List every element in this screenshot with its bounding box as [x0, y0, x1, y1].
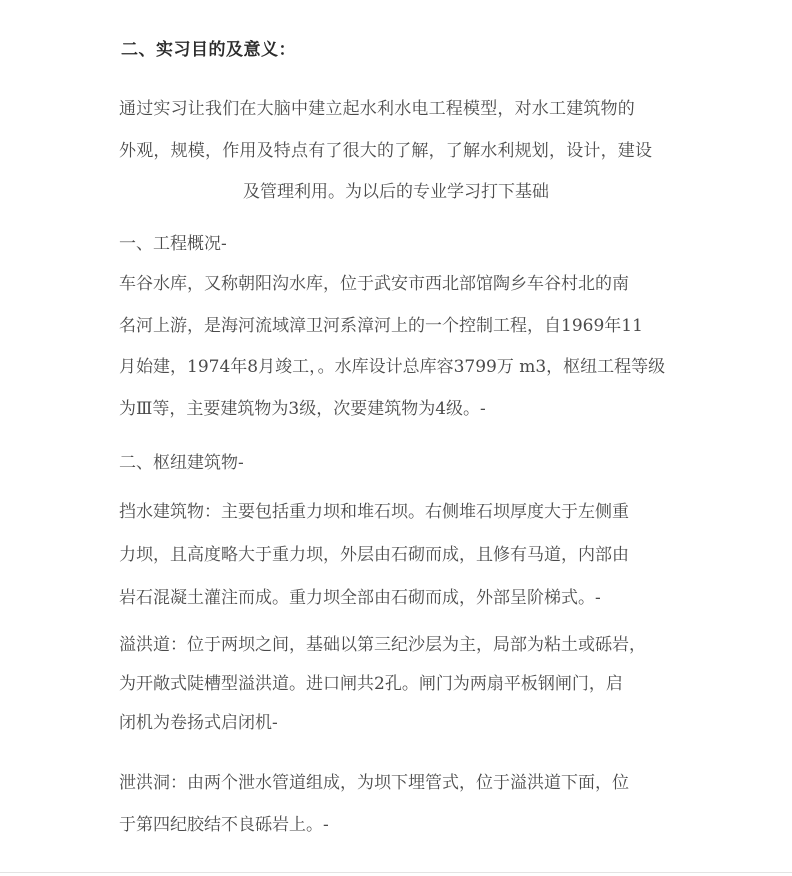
- section-structures-title: 二、枢纽建筑物-: [119, 453, 244, 473]
- section-overview-title: 一、工程概况-: [119, 234, 227, 254]
- intro-line-1: 通过实习让我们在大脑中建立起水利水电工程模型，对水工建筑物的: [119, 99, 635, 119]
- dam-line-3: 岩石混凝土灌注而成。重力坝全部由石砌而成，外部呈阶梯式。-: [119, 588, 601, 608]
- tunnel-line-2: 于第四纪胶结不良砾岩上。-: [119, 815, 329, 835]
- overview-line-4: 为Ⅲ等，主要建筑物为3级，次要建筑物为4级。-: [119, 398, 486, 419]
- spillway-line-1: 溢洪道：位于两坝之间，基础以第三纪沙层为主，局部为粘土或砾岩，: [119, 635, 646, 655]
- page-bottom-divider: [0, 872, 792, 873]
- spillway-paragraph: [119, 626, 679, 743]
- overview-line-3: 月始建，1974年8月竣工，。水库设计总库容3799万 m3，枢纽工程等级: [119, 357, 666, 377]
- dam-paragraph: [119, 491, 679, 620]
- dam-line-2: 力坝，且高度略大于重力坝，外层由石砌而成，且修有马道，内部由: [119, 545, 629, 565]
- spillway-line-3: 闭机为卷扬式启闭机-: [119, 713, 278, 733]
- overview-line-1: 车谷水库，又称朝阳沟水库，位于武安市西北部馆陶乡车谷村北的南: [119, 274, 629, 294]
- tunnel-line-1: 泄洪洞：由两个泄水管道组成，为坝下埋管式，位于溢洪道下面，位: [119, 773, 629, 793]
- purpose-heading: 二、实习目的及意义：: [121, 40, 296, 60]
- intro-line-2: 外观，规模，作用及特点有了很大的了解，了解水利规划，设计，建设: [119, 140, 653, 161]
- dam-line-1: 挡水建筑物：主要包括重力坝和堆石坝。右侧堆石坝厚度大于左侧重: [119, 502, 629, 522]
- intro-line-3: 及管理利用。为以后的专业学习打下基础: [243, 182, 549, 202]
- overview-line-2: 名河上游，是海河流域漳卫河系漳河上的一个控制工程，自1969年11: [119, 315, 643, 336]
- tunnel-paragraph: [119, 762, 679, 846]
- overview-paragraph: [119, 264, 679, 430]
- intro-paragraph: [119, 89, 679, 214]
- spillway-line-2: 为开敞式陡槽型溢洪道。进口闸共2孔。闸门为两扇平板钢闸门，启: [119, 674, 623, 694]
